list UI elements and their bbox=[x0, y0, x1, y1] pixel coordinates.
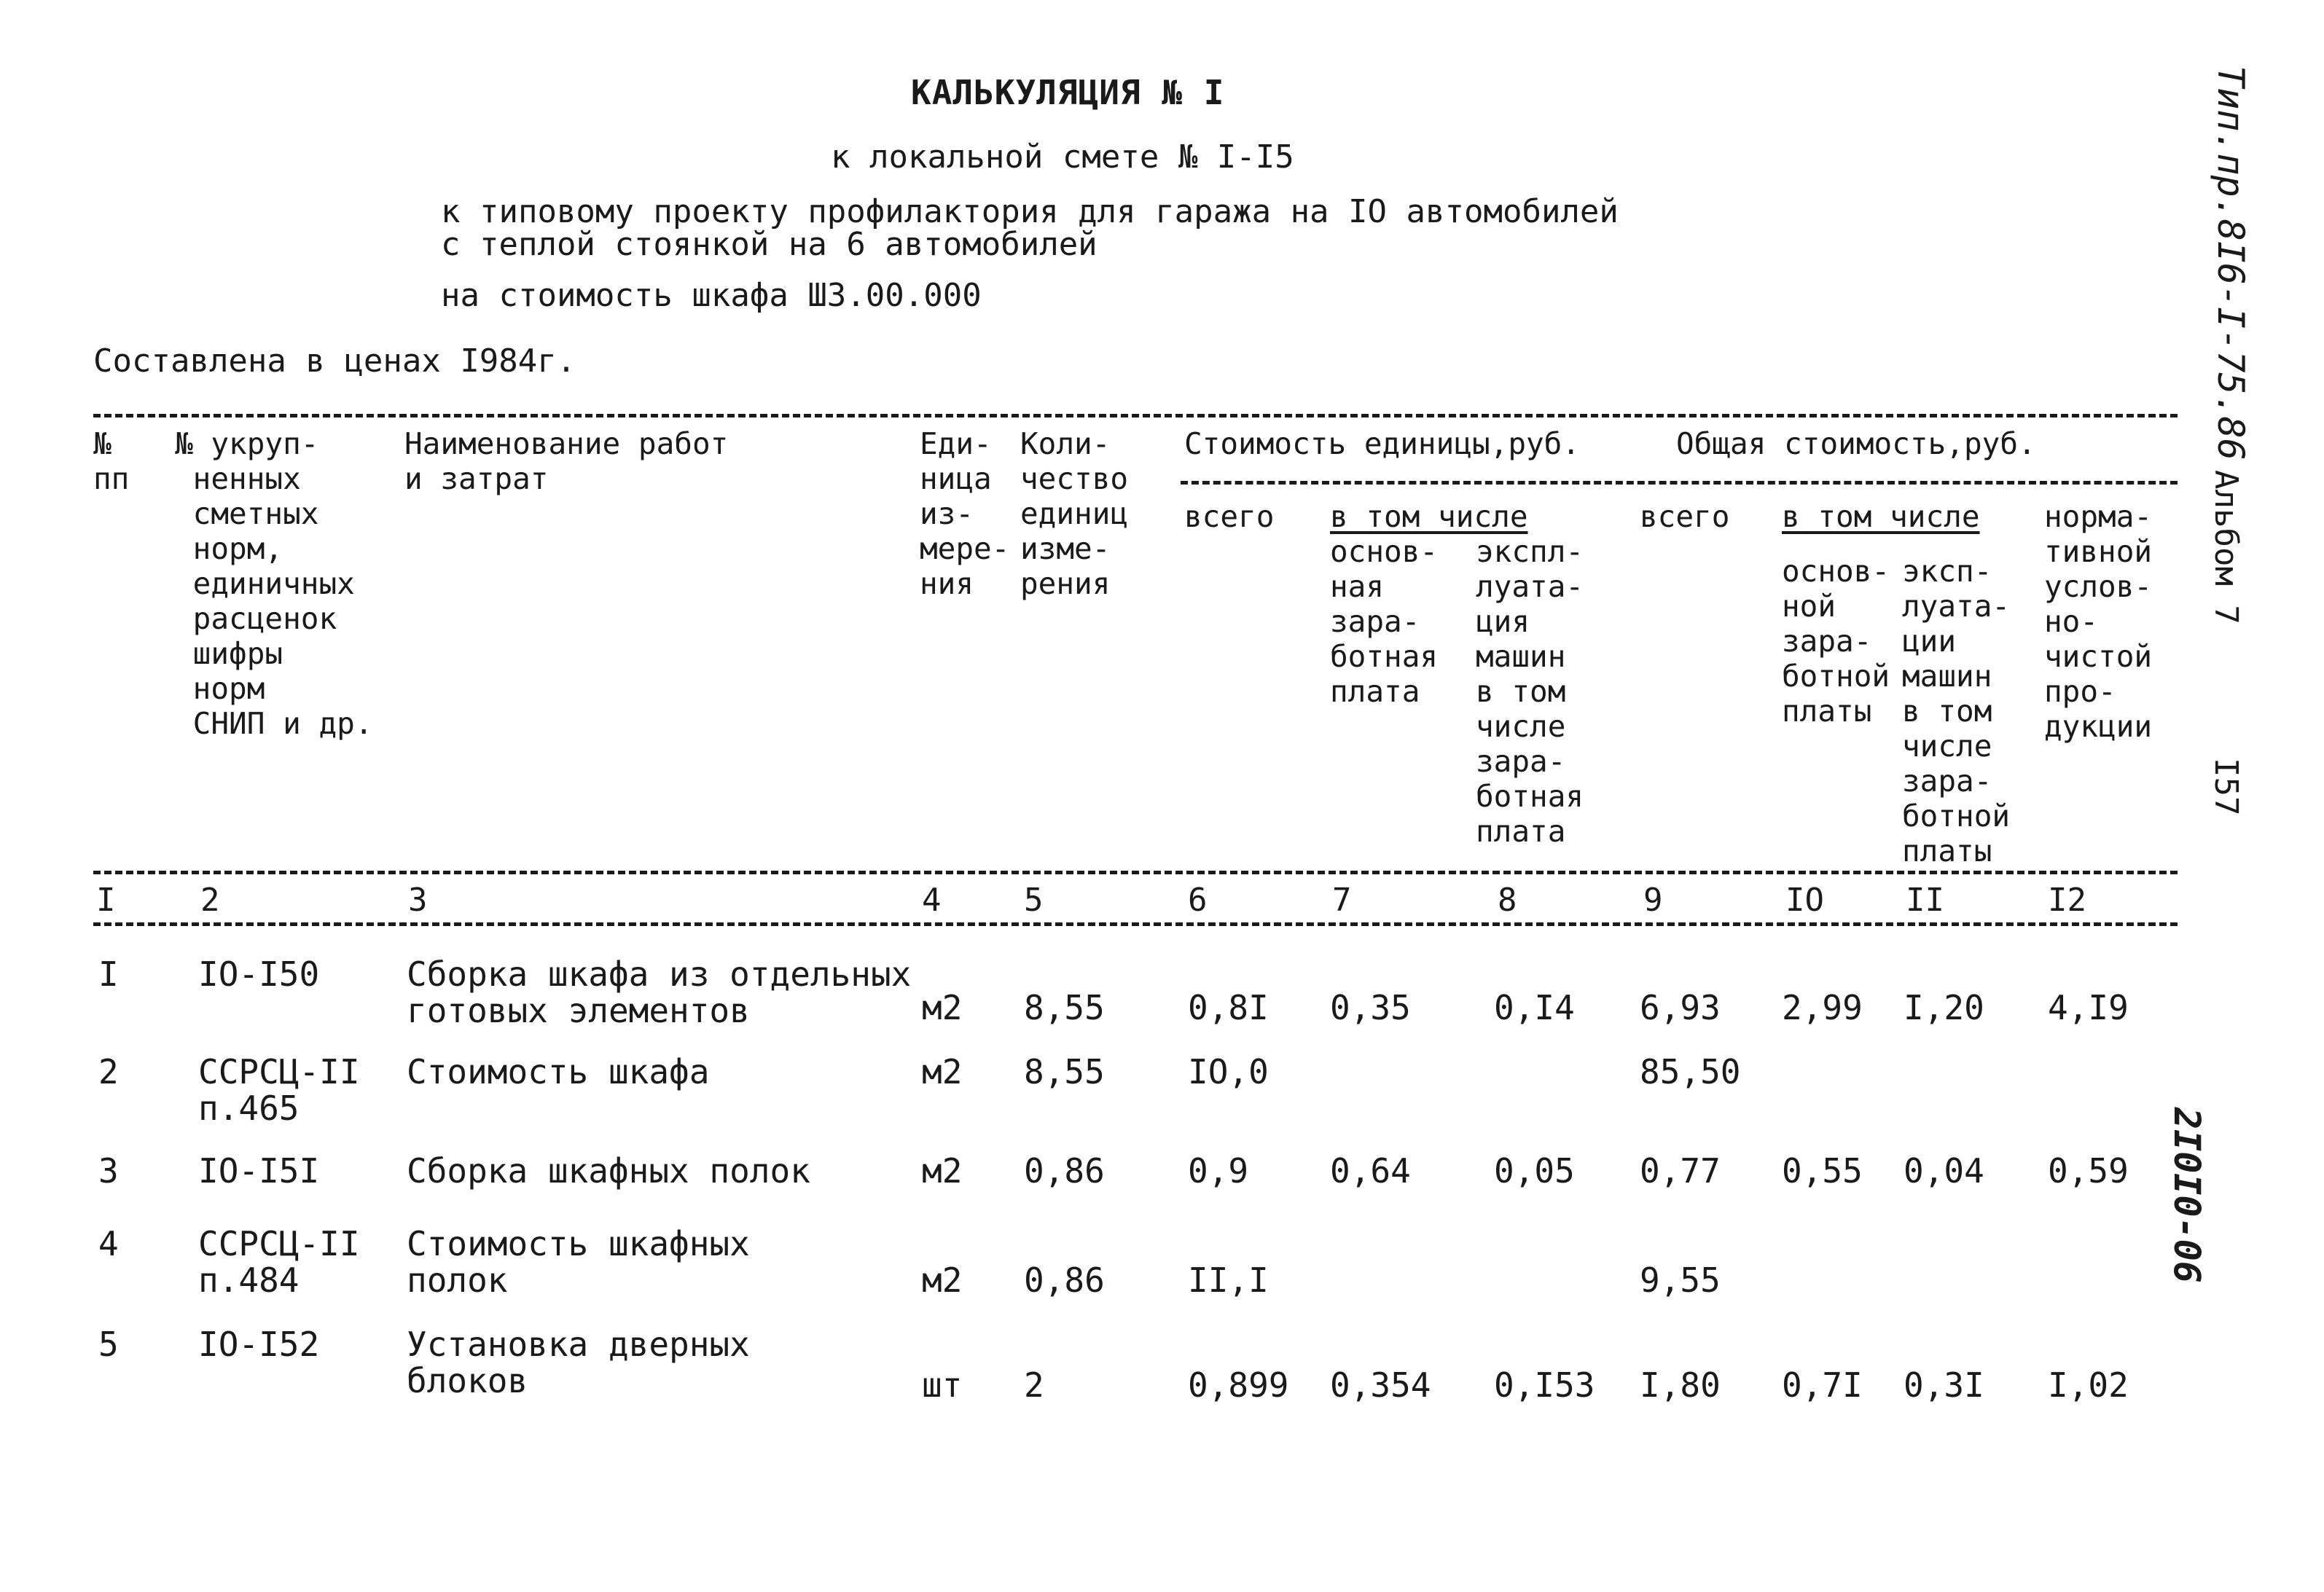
table-row-1-c8: 0,I4 bbox=[1494, 988, 1575, 1027]
col-number: 4 bbox=[922, 882, 942, 919]
table-row-5-c10: 0,7I bbox=[1782, 1365, 1863, 1405]
table-row-5-c11: 0,3I bbox=[1904, 1365, 1984, 1405]
table-row-3-unit: м2 bbox=[922, 1151, 963, 1191]
group-header-rule bbox=[1181, 481, 2178, 485]
col-number: IO bbox=[1785, 882, 1824, 919]
table-row-5-unit: шт bbox=[922, 1365, 963, 1405]
table-row-3-name: Сборка шкафных полок bbox=[407, 1151, 810, 1191]
table-row-2-code: ССРСЦ-II п.465 bbox=[198, 1052, 360, 1128]
table-row-5-name: Установка дверных блоков bbox=[407, 1325, 750, 1400]
table-row-5-code: IO-I52 bbox=[198, 1325, 320, 1364]
col-header-9: всего bbox=[1640, 499, 1730, 534]
col-number: 3 bbox=[408, 882, 428, 919]
col-header-12: норма- тивной услов- но- чистой про- дукции bbox=[2044, 499, 2153, 744]
table-top-rule bbox=[93, 414, 2178, 417]
col-number: 5 bbox=[1024, 882, 1044, 919]
header-bottom-rule bbox=[93, 871, 2178, 874]
unit-cost-group-header: Стоимость единицы,руб. bbox=[1184, 426, 1581, 461]
prices-note: Составлена в ценах I984г. bbox=[93, 342, 576, 380]
table-row-1-qty: 8,55 bbox=[1024, 988, 1105, 1027]
table-row-3-c10: 0,55 bbox=[1782, 1151, 1863, 1191]
table-row-3-n: 3 bbox=[98, 1151, 119, 1191]
col-header-11: эксп- луата- ции машин в том числе зара- ботной платы bbox=[1902, 554, 2011, 868]
table-row-1-c10: 2,99 bbox=[1782, 988, 1863, 1027]
col-header-4: Еди- ница из- мере- ния bbox=[920, 426, 1010, 601]
table-row-1-code: IO-I50 bbox=[198, 954, 320, 994]
incl-header-10-11: в том числе bbox=[1782, 499, 1980, 534]
table-row-4-name: Стоимость шкафных полок bbox=[407, 1224, 750, 1300]
document-title: КАЛЬКУЛЯЦИЯ № I bbox=[911, 73, 1225, 112]
table-row-5-c12: I,02 bbox=[2048, 1365, 2129, 1405]
table-row-1-name: Сборка шкафа из отдельных готовых элементов bbox=[407, 954, 912, 1030]
col-header-2: № укруп- ненных сметных норм, единичных расценок шифры норм СНИП и др. bbox=[175, 426, 373, 741]
col-header-10: основ- ной зара- ботной платы bbox=[1782, 554, 1890, 729]
table-row-2-unit: м2 bbox=[922, 1052, 963, 1091]
project-line-1: к типовому проекту профилактория для гаража на IO автомобилей bbox=[441, 193, 1619, 230]
col-number: 9 bbox=[1643, 882, 1663, 919]
col-number: II bbox=[1906, 882, 1944, 919]
table-row-5-qty: 2 bbox=[1024, 1365, 1044, 1405]
table-row-5-c9: I,80 bbox=[1640, 1365, 1721, 1405]
table-row-5-n: 5 bbox=[98, 1325, 119, 1364]
table-row-1-unit: м2 bbox=[922, 988, 963, 1027]
col-header-1: № пп bbox=[93, 426, 130, 496]
table-row-4-qty: 0,86 bbox=[1024, 1260, 1105, 1300]
side-stamp: 2I0I0-06 bbox=[2166, 1107, 2208, 1283]
table-row-3-qty: 0,86 bbox=[1024, 1151, 1105, 1191]
project-line-3: на стоимость шкафа ШЗ.00.000 bbox=[441, 277, 982, 314]
table-row-1-n: I bbox=[98, 954, 119, 994]
table-row-5-c6: 0,899 bbox=[1188, 1365, 1289, 1405]
table-row-1-c9: 6,93 bbox=[1640, 988, 1721, 1027]
table-row-3-c8: 0,05 bbox=[1494, 1151, 1575, 1191]
table-row-1-c11: I,20 bbox=[1904, 988, 1984, 1027]
project-line-2: с теплой стоянкой на 6 автомобилей bbox=[441, 226, 1098, 263]
table-row-2-qty: 8,55 bbox=[1024, 1052, 1105, 1091]
document-subtitle: к локальной смете № I-I5 bbox=[831, 138, 1294, 176]
col-header-3: Наименование работ и затрат bbox=[404, 426, 729, 496]
incl-header-7-8: в том числе bbox=[1330, 499, 1528, 534]
col-number: 6 bbox=[1188, 882, 1208, 919]
side-page: I57 bbox=[2207, 758, 2245, 816]
table-row-3-c7: 0,64 bbox=[1330, 1151, 1411, 1191]
table-row-2-n: 2 bbox=[98, 1052, 119, 1091]
col-number: I bbox=[96, 882, 116, 919]
table-row-4-code: ССРСЦ-II п.484 bbox=[198, 1224, 360, 1300]
table-row-3-code: IO-I5I bbox=[198, 1151, 320, 1191]
side-album: Альбом 7 bbox=[2207, 470, 2245, 624]
col-header-8: экспл- луата- ция машин в том числе зара- ботная плата bbox=[1476, 534, 1584, 849]
col-number: 8 bbox=[1498, 882, 1517, 919]
table-row-3-c12: 0,59 bbox=[2048, 1151, 2129, 1191]
col-header-5: Коли- чество единиц изме- рения bbox=[1020, 426, 1129, 601]
table-row-5-c7: 0,354 bbox=[1330, 1365, 1431, 1405]
table-row-4-unit: м2 bbox=[922, 1260, 963, 1300]
col-number: I2 bbox=[2048, 882, 2086, 919]
col-number: 2 bbox=[200, 882, 220, 919]
table-row-1-c12: 4,I9 bbox=[2048, 988, 2129, 1027]
side-code: Тип.пр.8I6-I-75.86 bbox=[2210, 66, 2252, 460]
table-row-3-c11: 0,04 bbox=[1904, 1151, 1984, 1191]
table-row-2-c9: 85,50 bbox=[1640, 1052, 1741, 1091]
table-row-3-c6: 0,9 bbox=[1188, 1151, 1249, 1191]
col-number: 7 bbox=[1332, 882, 1352, 919]
table-row-3-c9: 0,77 bbox=[1640, 1151, 1721, 1191]
col-header-6: всего bbox=[1184, 499, 1275, 534]
table-row-4-c9: 9,55 bbox=[1640, 1260, 1721, 1300]
col-header-7: основ- ная зара- ботная плата bbox=[1330, 534, 1439, 709]
table-row-4-n: 4 bbox=[98, 1224, 119, 1263]
total-cost-group-header: Общая стоимость,руб. bbox=[1676, 426, 2036, 461]
table-row-1-c7: 0,35 bbox=[1330, 988, 1411, 1027]
table-row-4-c6: II,I bbox=[1188, 1260, 1269, 1300]
table-row-2-c6: IO,0 bbox=[1188, 1052, 1269, 1091]
table-row-1-c6: 0,8I bbox=[1188, 988, 1269, 1027]
table-row-5-c8: 0,I53 bbox=[1494, 1365, 1595, 1405]
table-row-2-name: Стоимость шкафа bbox=[407, 1052, 710, 1091]
colnum-bottom-rule bbox=[93, 922, 2178, 926]
